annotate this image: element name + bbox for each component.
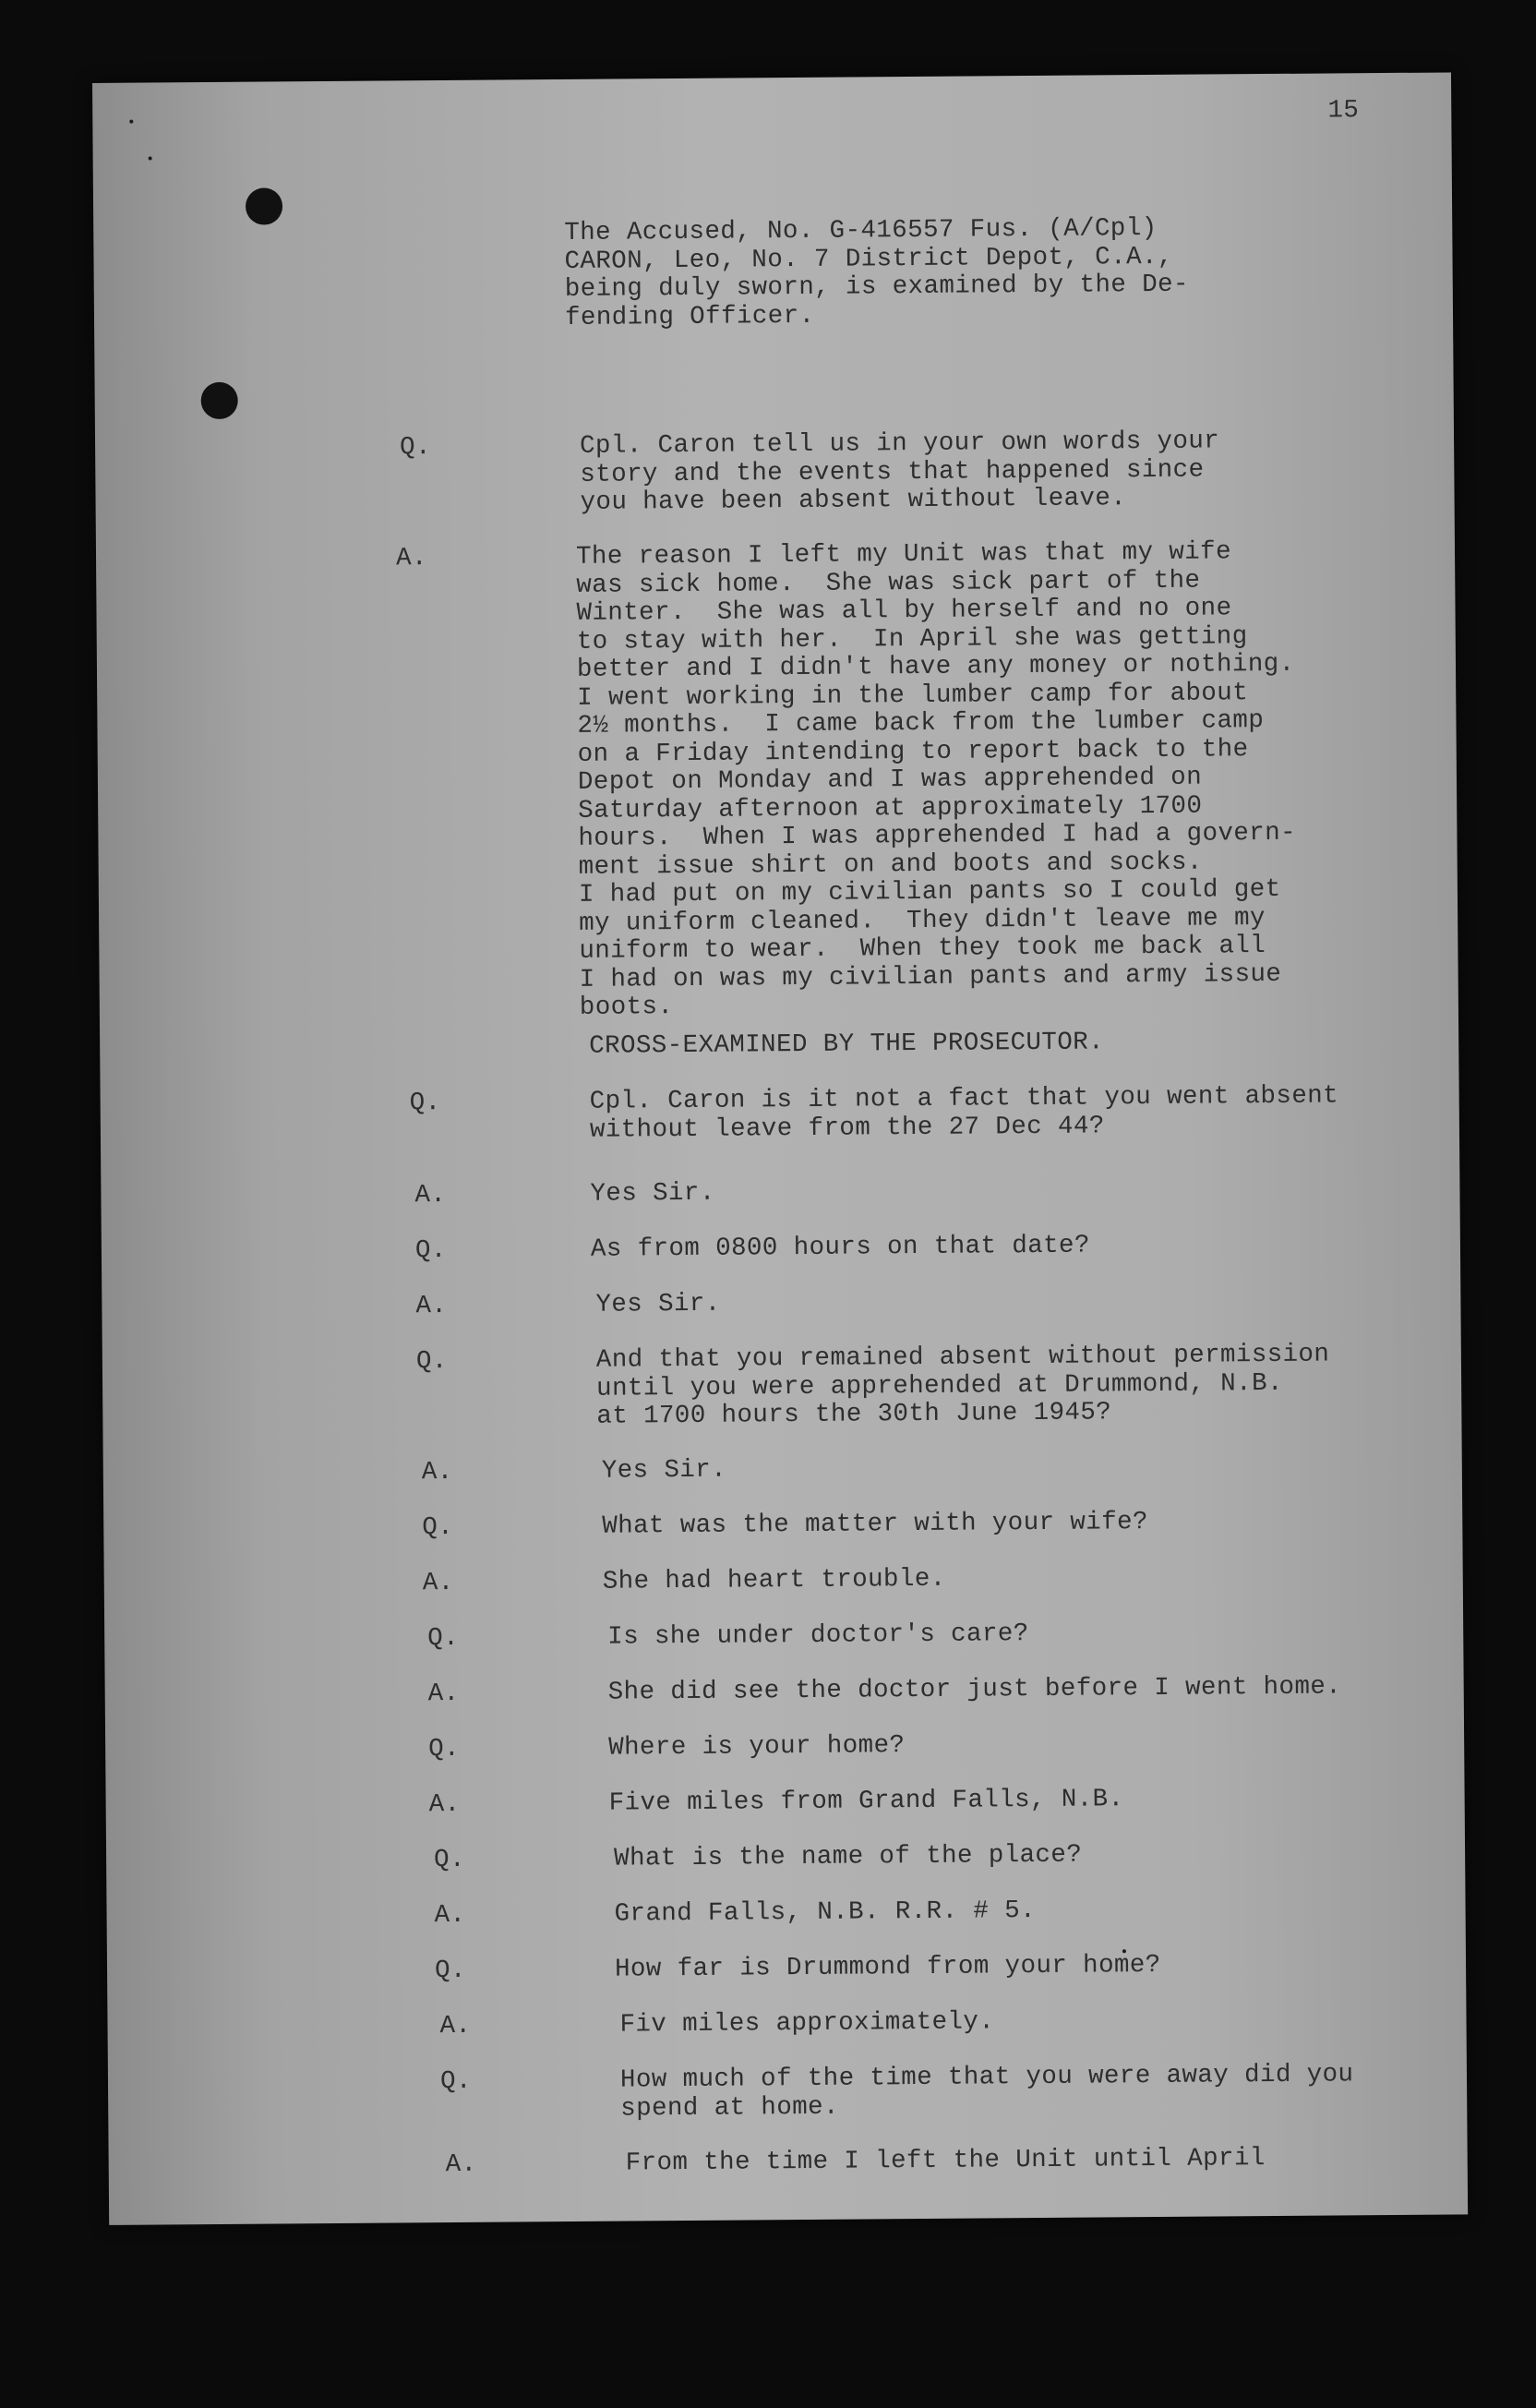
qa-label: Q. [439,2066,472,2097]
qa-label: A. [428,1789,461,1820]
qa-label: Q. [409,1089,441,1118]
speck [149,156,152,160]
qa-label: A. [422,1568,454,1598]
qa-label: Q. [415,1347,448,1377]
cross-q5 [104,1617,1463,1654]
cross-exam-heading: CROSS-EXAMINED BY THE PROSECUTOR. [589,1028,1105,1061]
cross-q4 [103,1506,1462,1543]
qa-text: Grand Falls, N.B. R.R. # 5. [614,1896,1037,1929]
cross-a5 [105,1672,1464,1709]
qa-text: What was the matter with your wife? [602,1508,1148,1541]
qa-label: A. [445,2149,477,2180]
cross-a4 [104,1561,1463,1598]
qa-text: The reason I left my Unit was that my wife was sick home. She was sick part of the Winter. She was all by herself and no one to stay with her. In April she was getting better and I didn't have any money or nothing. I went working in the lumber camp for about 2½ months. I came back from the lumber camp on a Friday intending to report back to the Depot on Monday and I was apprehended on Saturday afternoon at approximately 1700 hours. When I was apprehended I had a govern- ment issue shirt on and boots and socks. I had put on my civilian pants so I could get my uniform cleaned. They didn't leave me my uniform to wear. When they took me back all I had on was my civilian pants and army issue boots. [575,537,1297,1022]
qa-text: From the time I left the Unit until April [625,2144,1266,2178]
page-number: 15 [1327,96,1360,126]
qa-text: Yes Sir. [595,1289,721,1319]
speck [129,120,133,124]
qa-text: Where is your home? [608,1731,906,1763]
cross-q2 [102,1229,1460,1266]
qa-label: Q. [427,1623,460,1654]
qa-text: Cpl. Caron tell us in your own words your story and the events that happened since you have been absent without leave. [579,427,1220,517]
cross-a1 [101,1174,1459,1210]
qa-label: Q. [399,433,432,463]
qa-text: Yes Sir. [590,1178,715,1209]
exam-a1 [96,536,1455,1022]
document-page [92,72,1468,2224]
qa-label: Q. [434,1845,466,1875]
cross-q8 [107,1949,1466,1986]
qa-text: And that you remained absent without permission until you were apprehended at Drummond, N.B. at 1700 hours the 30th June 1945? [595,1340,1330,1431]
cross-q7 [106,1838,1465,1875]
qa-label: Q. [428,1734,461,1764]
qa-text: Yes Sir. [601,1455,727,1486]
qa-label: A. [395,544,427,573]
qa-label: A. [421,1457,453,1487]
qa-label: Q. [434,1956,467,1986]
qa-text: What is the name of the place? [613,1840,1083,1873]
cross-q6 [105,1728,1464,1764]
qa-text: She had heart trouble. [602,1564,946,1596]
cross-q1 [101,1081,1459,1145]
cross-a8 [107,2005,1466,2041]
qa-text: Cpl. Caron is it not a fact that you went absent without leave from the 27 Dec 44? [589,1081,1339,1145]
qa-text: As from 0800 hours on that date? [590,1231,1090,1264]
cross-a7 [106,1894,1465,1931]
qa-label: Q. [422,1512,454,1543]
punch-hole [201,382,238,419]
qa-text: Five miles from Grand Falls, N.B. [608,1785,1124,1818]
cross-a9 [109,2143,1468,2180]
cross-q3 [102,1340,1461,1431]
cross-q9 [108,2060,1467,2124]
cross-a3 [103,1451,1462,1487]
punch-hole [246,187,282,224]
qa-text: How much of the time that you were away did you spend at home. [619,2060,1354,2124]
qa-text: She did see the doctor just before I went home. [607,1672,1342,1707]
cross-a6 [106,1783,1465,1820]
qa-text: How far is Drummond from your home? [614,1950,1161,1984]
qa-label: A. [434,1900,466,1931]
qa-text: Is she under doctor's care? [607,1619,1029,1652]
qa-text: Fiv miles approximately. [619,2007,995,2040]
qa-label: Q. [414,1236,447,1266]
cross-a2 [102,1284,1460,1321]
intro-paragraph: The Accused, No. G-416557 Fus. (A/Cpl) CARON, Leo, No. 7 District Depot, C.A., being duly sworn, is examined by the De- fending Officer. [564,213,1189,332]
qa-label: A. [427,1679,460,1709]
qa-label: A. [439,2011,472,2041]
qa-label: A. [414,1181,447,1210]
qa-label: A. [415,1292,448,1321]
exam-q1 [95,426,1454,517]
